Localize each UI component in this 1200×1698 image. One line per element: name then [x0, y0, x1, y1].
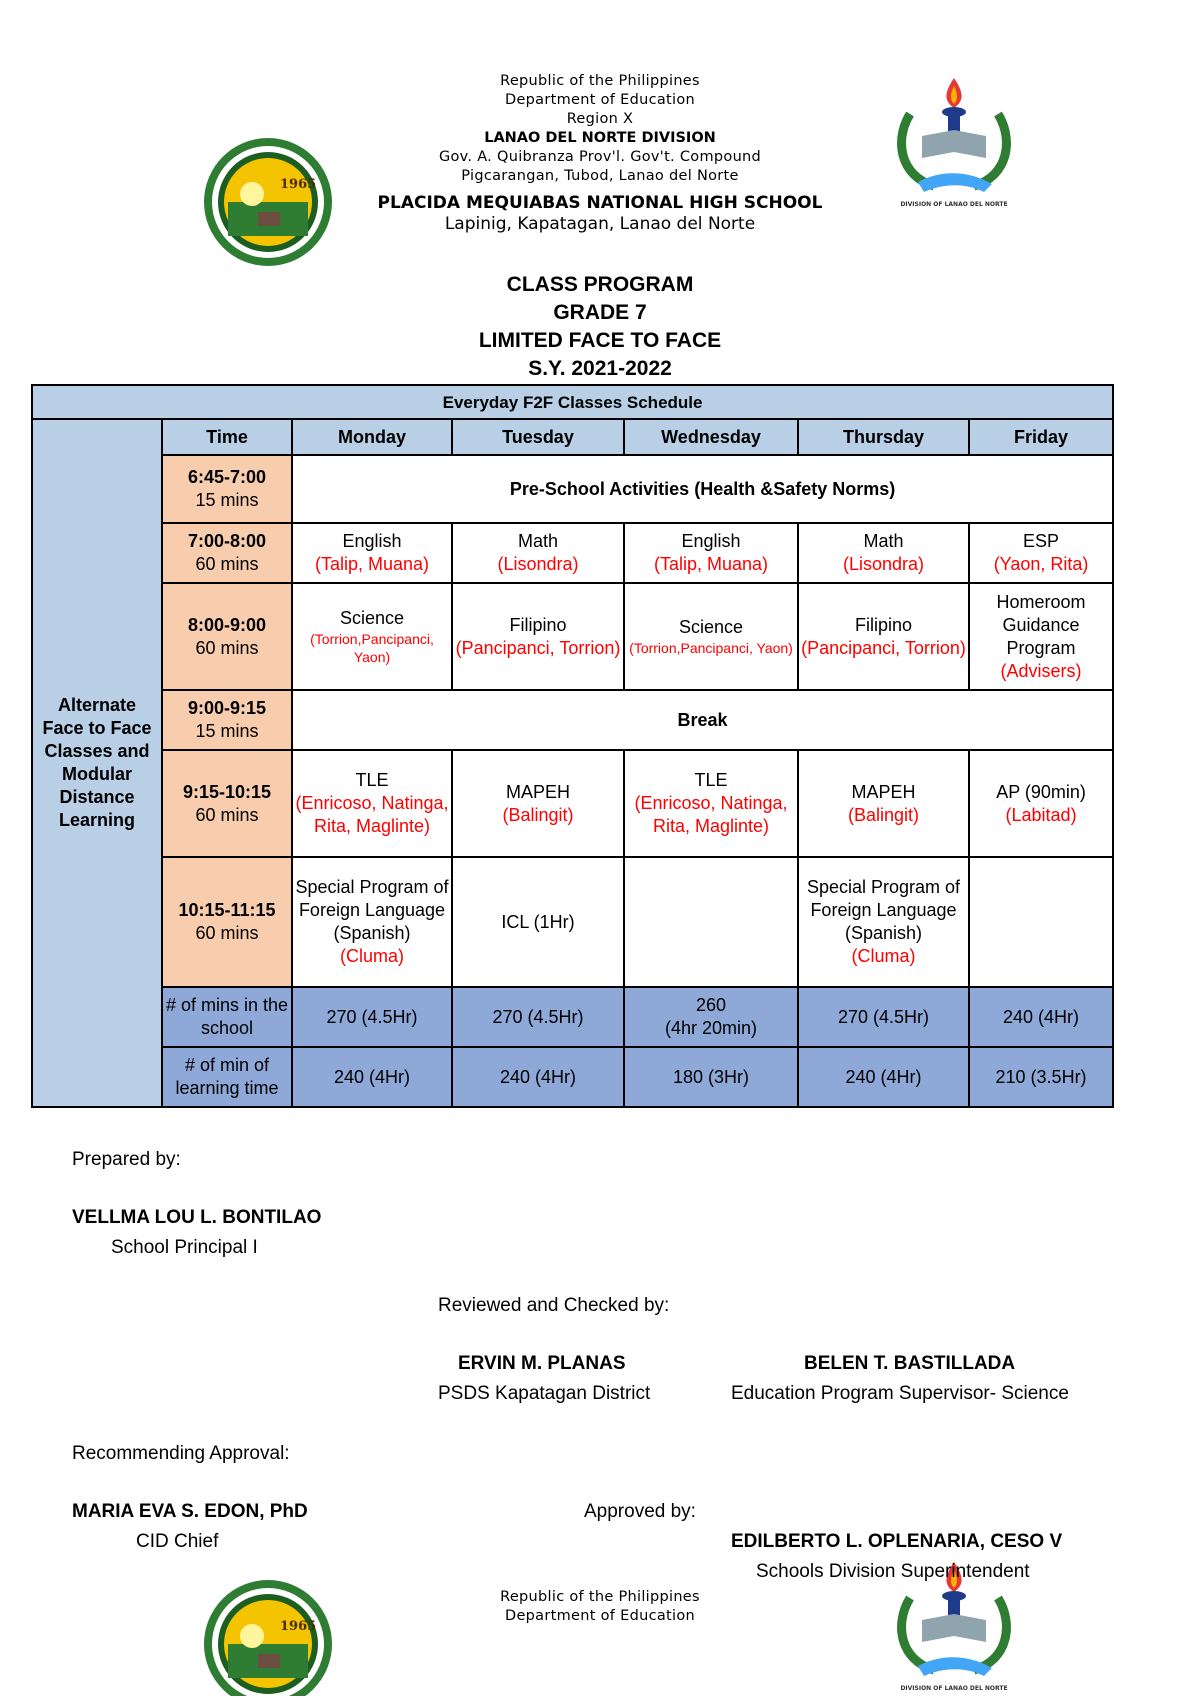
class-cell: English (Talip, Muana) — [624, 523, 798, 583]
header-region: Region X — [566, 111, 634, 127]
header-wednesday: Wednesday — [624, 419, 798, 455]
class-cell-empty — [624, 857, 798, 987]
summary-value: 210 (3.5Hr) — [969, 1047, 1113, 1107]
class-cell: Special Program of Foreign Language (Spanish) (Cluma) — [292, 857, 452, 987]
recommending-title: CID Chief — [136, 1531, 219, 1552]
time-cell: 7:00-8:00 60 mins — [162, 523, 292, 583]
header-department: Department of Education — [504, 92, 696, 108]
approved-name: EDILBERTO L. OPLENARIA, CESO V — [731, 1531, 1063, 1552]
approved-title: Schools Division Superintendent — [756, 1561, 1030, 1582]
header-compound: Gov. A. Quibranza Prov'l. Gov't. Compound — [438, 149, 762, 165]
class-cell: Science (Torrion,Pancipanci, Yaon) — [292, 583, 452, 690]
summary-value: 270 (4.5Hr) — [452, 987, 624, 1047]
header-monday: Monday — [292, 419, 452, 455]
header-thursday: Thursday — [798, 419, 969, 455]
class-cell: Science (Torrion,Pancipanci, Yaon) — [624, 583, 798, 690]
document-title — [0, 271, 1200, 383]
header-republic: Republic of the Philippines — [500, 73, 700, 89]
break-cell: Break — [292, 690, 1113, 750]
reviewer-2-title: Education Program Supervisor- Science — [731, 1383, 1069, 1404]
school-name: PLACIDA MEQUIABAS NATIONAL HIGH SCHOOL — [377, 193, 823, 213]
svg-text:1965: 1965 — [280, 177, 317, 192]
summary-value: 240 (4Hr) — [969, 987, 1113, 1047]
table-row — [32, 583, 1113, 690]
class-cell: Filipino (Pancipanci, Torrion) — [798, 583, 969, 690]
summary-label: # of min of learning time — [162, 1047, 292, 1107]
time-cell: 9:15-10:15 60 mins — [162, 750, 292, 857]
side-label: Alternate Face to Face Classes and Modular Distance Learning — [32, 419, 162, 1107]
table-row — [32, 857, 1113, 987]
class-cell: AP (90min) (Labitad) — [969, 750, 1113, 857]
class-cell: Math (Lisondra) — [452, 523, 624, 583]
school-address: Lapinig, Kapatagan, Lanao del Norte — [444, 214, 756, 234]
class-cell: Filipino (Pancipanci, Torrion) — [452, 583, 624, 690]
title-line-3: LIMITED FACE TO FACE — [478, 329, 722, 352]
svg-text:DIVISION OF LANAO DEL NORTE: DIVISION OF LANAO DEL NORTE — [900, 1685, 1008, 1692]
summary-value: 260 (4hr 20min) — [624, 987, 798, 1047]
header-time: Time — [162, 419, 292, 455]
footer-republic: Republic of the Philippines — [500, 1589, 700, 1605]
class-cell-empty — [969, 857, 1113, 987]
class-cell: MAPEH (Balingit) — [452, 750, 624, 857]
class-cell: TLE (Enricoso, Natinga, Rita, Maglinte) — [624, 750, 798, 857]
class-cell: Homeroom Guidance Program (Advisers) — [969, 583, 1113, 690]
svg-text:1965: 1965 — [280, 1619, 317, 1634]
prepared-by-name: VELLMA LOU L. BONTILAO — [72, 1207, 322, 1228]
summary-row-minutes-in-school — [32, 987, 1113, 1047]
pre-school-activities: Pre-School Activities (Health &Safety Norms) — [292, 455, 1113, 523]
summary-label: # of mins in the school — [162, 987, 292, 1047]
letterhead — [0, 72, 1200, 234]
summary-value: 240 (4Hr) — [798, 1047, 969, 1107]
reviewer-1-title: PSDS Kapatagan District — [438, 1383, 651, 1404]
time-cell: 10:15-11:15 60 mins — [162, 857, 292, 987]
time-cell: 6:45-7:00 15 mins — [162, 455, 292, 523]
table-banner: Everyday F2F Classes Schedule — [32, 385, 1113, 419]
footer-department: Department of Education — [504, 1608, 696, 1624]
summary-value: 180 (3Hr) — [624, 1047, 798, 1107]
title-line-1: CLASS PROGRAM — [506, 273, 694, 296]
class-cell: ICL (1Hr) — [452, 857, 624, 987]
table-row — [32, 455, 1113, 523]
class-cell: TLE (Enricoso, Natinga, Rita, Maglinte) — [292, 750, 452, 857]
title-line-4: S.Y. 2021-2022 — [528, 357, 672, 380]
prepared-by-label: Prepared by: — [72, 1149, 181, 1170]
class-cell: ESP (Yaon, Rita) — [969, 523, 1113, 583]
time-cell: 8:00-9:00 60 mins — [162, 583, 292, 690]
recommending-name: MARIA EVA S. EDON, PhD — [72, 1501, 308, 1522]
summary-row-learning-time — [32, 1047, 1113, 1107]
approved-by-label: Approved by: — [584, 1501, 696, 1522]
prepared-by-title: School Principal I — [111, 1237, 258, 1258]
class-cell: Math (Lisondra) — [798, 523, 969, 583]
reviewed-by-label: Reviewed and Checked by: — [438, 1295, 670, 1316]
class-program-table — [31, 384, 1114, 1108]
summary-value: 240 (4Hr) — [292, 1047, 452, 1107]
reviewer-2-name: BELEN T. BASTILLADA — [804, 1353, 1016, 1374]
table-row — [32, 523, 1113, 583]
svg-text:DIVISION OF LANAO DEL NORTE: DIVISION OF LANAO DEL NORTE — [900, 201, 1008, 208]
reviewer-1-name: ERVIN M. PLANAS — [458, 1353, 626, 1374]
summary-value: 270 (4.5Hr) — [292, 987, 452, 1047]
header-tuesday: Tuesday — [452, 419, 624, 455]
header-location: Pigcarangan, Tubod, Lanao del Norte — [461, 168, 739, 184]
class-cell: Special Program of Foreign Language (Spanish) (Cluma) — [798, 857, 969, 987]
summary-value: 270 (4.5Hr) — [798, 987, 969, 1047]
footer-letterhead — [0, 1588, 1200, 1626]
title-line-2: GRADE 7 — [553, 301, 647, 324]
table-row — [32, 690, 1113, 750]
recommending-label: Recommending Approval: — [72, 1443, 290, 1464]
table-row — [32, 750, 1113, 857]
header-division: LANAO DEL NORTE DIVISION — [484, 130, 716, 146]
time-cell: 9:00-9:15 15 mins — [162, 690, 292, 750]
class-cell: English (Talip, Muana) — [292, 523, 452, 583]
header-friday: Friday — [969, 419, 1113, 455]
summary-value: 240 (4Hr) — [452, 1047, 624, 1107]
class-cell: MAPEH (Balingit) — [798, 750, 969, 857]
